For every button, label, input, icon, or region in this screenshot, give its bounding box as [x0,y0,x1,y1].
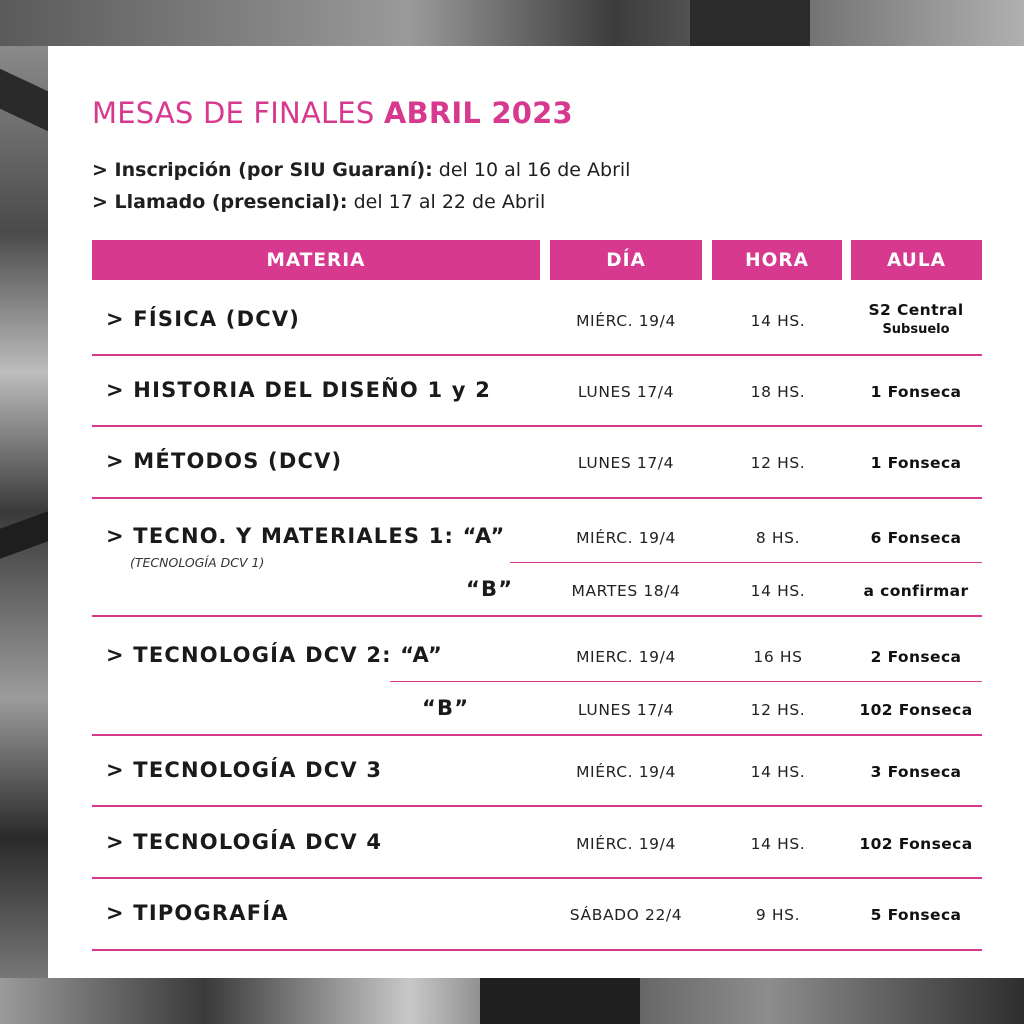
hora-tec3: 14 HS. [750,763,806,781]
aula-tec3: 3 Fonseca [870,763,962,781]
hora-tecno-a: 8 HS. [755,529,801,547]
info-label: > Llamado (presencial): [92,191,348,213]
hora-metodos: 12 HS. [750,454,806,472]
aula-tecno-b: a confirmar [863,582,969,600]
info-inscripcion [92,159,630,181]
row-divider [92,497,982,499]
aula-tecno-a: 6 Fonseca [870,529,962,547]
subject-fisica: > FÍSICA (DCV) [106,307,301,331]
dia-tipo: SÁBADO 22/4 [569,906,683,924]
row-divider [92,877,982,879]
dia-tec3: MIÉRC. 19/4 [576,763,676,781]
hora-tec4: 14 HS. [750,835,806,853]
aula-fisica-sub: Subsuelo [882,322,950,337]
schedule-card [48,46,1024,978]
info-value: del 10 al 16 de Abril [438,159,631,181]
aula-tec2-b: 102 Fonseca [859,701,973,719]
hora-fisica: 14 HS. [750,312,806,330]
header-materia: MATERIA [92,240,540,280]
aula-metodos: 1 Fonseca [870,454,962,472]
info-label: > Inscripción (por SIU Guaraní): [92,159,433,181]
group-b-label: “B” [466,577,514,601]
dia-metodos: LUNES 17/4 [577,454,675,472]
row-divider [92,354,982,356]
group-b-label: “B” [422,696,470,720]
subject-note: (TECNOLOGÍA DCV 1) [130,555,265,570]
dia-tec2-b: LUNES 17/4 [577,701,675,719]
aula-tec2-a: 2 Fonseca [870,648,962,666]
info-value: del 17 al 22 de Abril [353,191,546,213]
hora-tipo: 9 HS. [755,906,801,924]
subject-tec2: > TECNOLOGÍA DCV 2: “A” [106,643,444,667]
hora-tecno-b: 14 HS. [750,582,806,600]
info-llamado [92,191,545,213]
row-divider [92,615,982,617]
row-divider [92,805,982,807]
row-divider [92,425,982,427]
subject-metodos: > MÉTODOS (DCV) [106,449,343,473]
aula-fisica: S2 Central [868,301,964,319]
page-title [92,96,573,130]
subject-tec4: > TECNOLOGÍA DCV 4 [106,830,383,854]
aula-tipo: 5 Fonseca [870,906,962,924]
row-divider [92,734,982,736]
subject-tec3: > TECNOLOGÍA DCV 3 [106,758,383,782]
dia-tec4: MIÉRC. 19/4 [576,835,676,853]
header-hora: HORA [712,240,842,280]
title-bold: ABRIL 2023 [383,96,573,130]
dia-tecno-b: MARTES 18/4 [571,582,681,600]
aula-historia: 1 Fonseca [870,383,962,401]
sub-divider [390,681,982,682]
header-dia: DÍA [550,240,702,280]
dia-tec2-a: MIERC. 19/4 [576,648,676,666]
hora-tec2-b: 12 HS. [750,701,806,719]
subject-tecno-materiales: > TECNO. Y MATERIALES 1: “A” [106,524,506,548]
aula-tec4: 102 Fonseca [859,835,973,853]
dia-historia: LUNES 17/4 [577,383,675,401]
title-light: MESAS DE FINALES [92,96,375,130]
hora-tec2-a: 16 HS [753,648,803,666]
row-divider [92,949,982,951]
subject-historia: > HISTORIA DEL DISEÑO 1 y 2 [106,378,492,402]
header-aula: AULA [851,240,982,280]
dia-fisica: MIÉRC. 19/4 [576,312,676,330]
sub-divider [510,562,982,563]
dia-tecno-a: MIÉRC. 19/4 [576,529,676,547]
subject-tipografia: > TIPOGRAFÍA [106,901,289,925]
hora-historia: 18 HS. [750,383,806,401]
